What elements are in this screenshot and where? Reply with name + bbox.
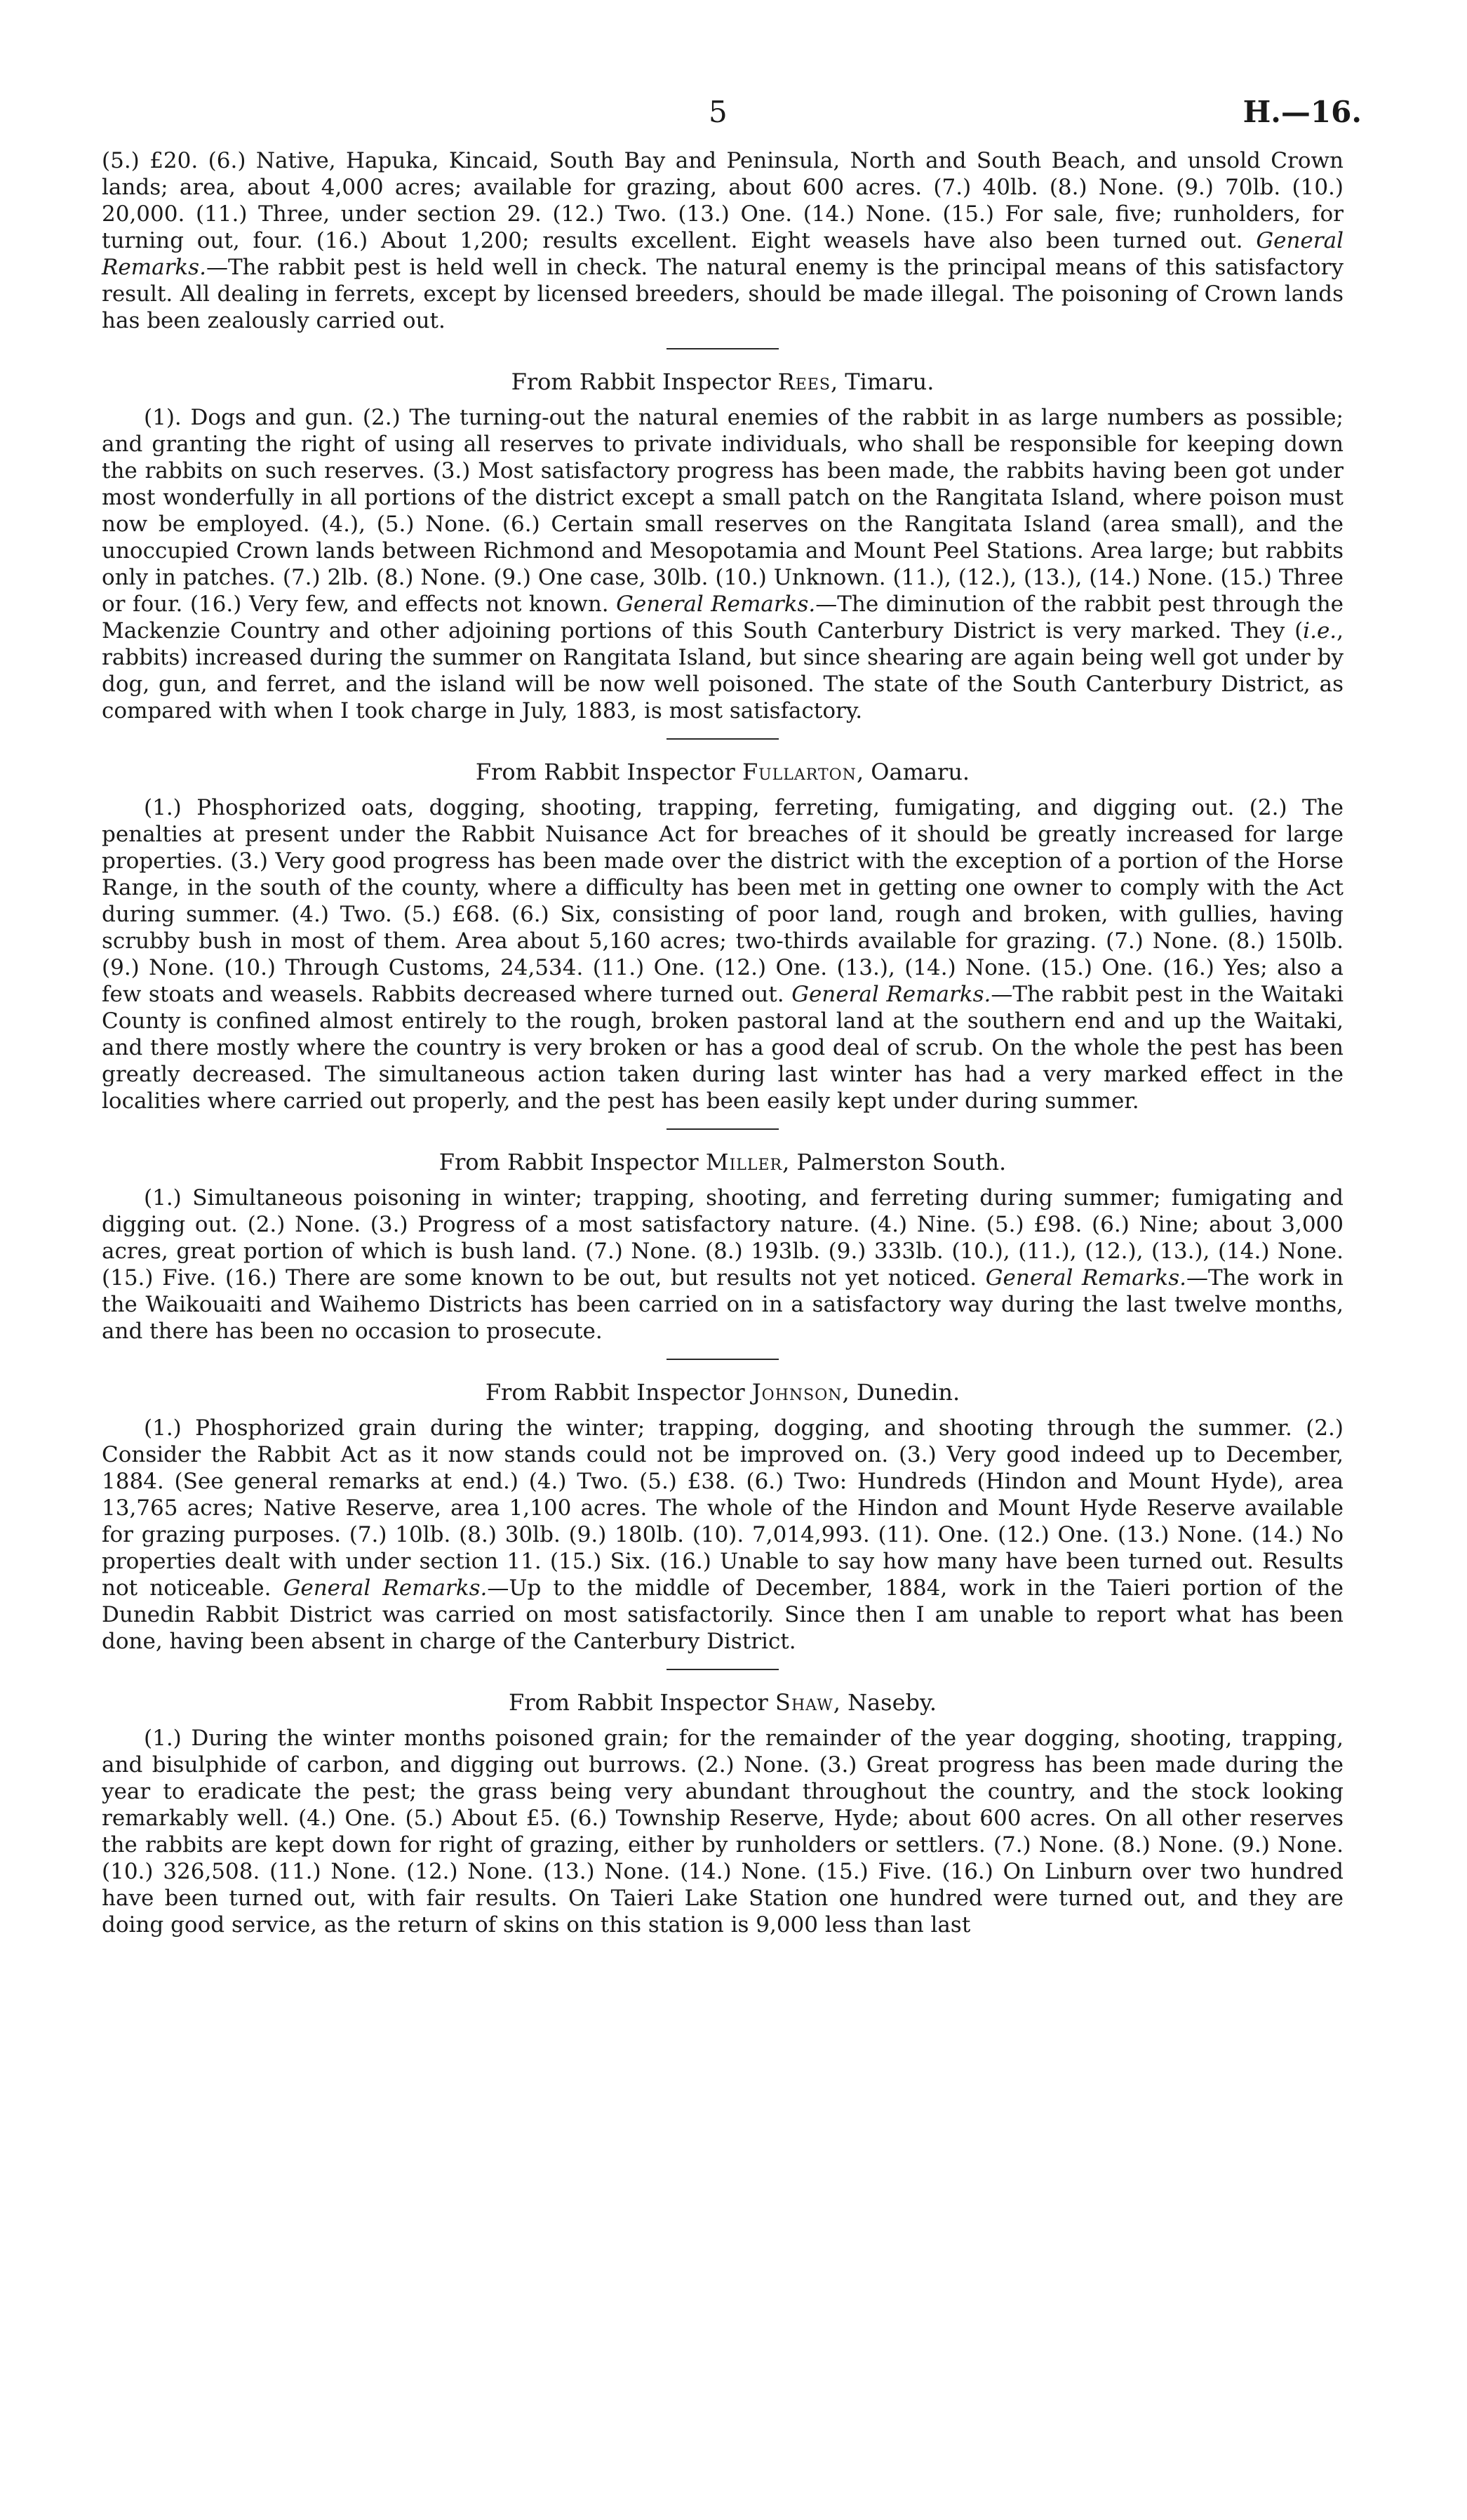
- heading-prefix: From Rabbit Inspector: [438, 1149, 706, 1175]
- paragraph-text: (1). Dogs and gun. (2.) The turning-out the natural enemies of the rabbit in as large numbers as possible; and granting the right of using all reserves to private individuals, who shall be responsible for keeping down the rabbits on such reserves. (3.) Most satisfactory progress has been made, the rabbits having been got under most wonderfully in all portions of the district except a small patch on the Rangitata Island, where poison must now be employed. (4.), (5.) None. (6.) Certain small reserves on the Rangitata Island (area small), and the unoccupied Crown lands between Richmond and Mesopotamia and Mount Peel Stations. Area large; but rabbits only in patches. (7.) 2lb. (8.) None. (9.) One case, 30lb. (10.) Unknown. (11.), (12.), (13.), (14.) None. (15.) Three or four. (16.) Very few, and effects not known.: [102, 405, 1344, 617]
- inspector-name: Johnson: [751, 1379, 843, 1406]
- page-reference: H.—16.: [1242, 95, 1362, 129]
- inspector-place: , Oamaru.: [856, 759, 970, 785]
- paragraph-text: (1.) Simultaneous poisoning in winter; trapping, shooting, and ferreting during summer; fumigating and digging out. (2.) None. (3.) Progress of a most satisfactory nature. (4.) Nine. (5.) £98. (6.) Nine; about 3,000 acres, great portion of which is bush land. (7.) None. (8.) 193lb. (9.) 333lb. (10.), (11.), (12.), (13.), (14.) None. (15.) Five. (16.) There are some known to be out, but results not yet noticed.: [102, 1185, 1344, 1291]
- general-remarks-label: General Remarks.: [616, 592, 816, 617]
- paragraph-text: (1.) During the winter months poisoned grain; for the remainder of the year dogging, shooting, trapping, and bisulphide of carbon, and digging out burrows. (2.) None. (3.) Great progress has been made during the year to eradicate the pest; the grass being very abundant throughout the country, and the stock looking remarkably well. (4.) One. (5.) About £5. (6.) Township Reserve, Hyde; about 600 acres. On all other reserves the rabbits are kept down for right of grazing, either by runholders or settlers. (7.) None. (8.) None. (9.) None. (10.) 326,508. (11.) None. (12.) None. (13.) None. (14.) None. (15.) Five. (16.) On Linburn over two hundred have been turned out, with fair results. On Taieri Lake Station one hundred were turned out, and they are doing good service, as the return of skins on this station is 9,000 less than last: [102, 1726, 1344, 1938]
- paragraph-text: —Up to the middle of December, 1884, work in the Taieri portion of the Dunedin Rabbit District was carried on most satisfactorily. Since then I am unable to report what has been done, having been absent in charge of the Canterbury District.: [102, 1575, 1344, 1654]
- inspector-name: Rees: [777, 368, 831, 395]
- body-paragraph: [102, 1415, 1344, 1655]
- heading-prefix: From Rabbit Inspector: [511, 368, 778, 395]
- inspector-place: , Dunedin.: [842, 1379, 960, 1406]
- section-divider: [666, 348, 779, 349]
- general-remarks-label: General Remarks.: [791, 982, 991, 1007]
- paragraph-text: —The rabbit pest in the Waitaki County is confined almost entirely to the rough, broken pastoral land at the southern end and up the Waitaki, and there mostly where the country is very broken or has a good deal of scrub. On the whole the pest has been greatly decreased. The simultaneous action taken during last winter has had a very marked effect in the localities where carried out properly, and the pest has been easily kept under during summer.: [102, 982, 1344, 1114]
- inspector-name: Shaw: [775, 1689, 833, 1716]
- paragraph-text: (1.) Phosphorized grain during the winter; trapping, dogging, and shooting through the summer. (2.) Consider the Rabbit Act as it now stands could not be improved on. (3.) Very good indeed up to December, 1884. (See general remarks at end.) (4.) Two. (5.) £38. (6.) Two: Hundreds (Hindon and Mount Hyde), area 13,765 acres; Native Reserve, area 1,100 acres. The whole of the Hindon and Mount Hyde Reserve available for grazing purposes. (7.) 10lb. (8.) 30lb. (9.) 180lb. (10). 7,014,993. (11). One. (12.) One. (13.) None. (14.) No properties dealt with under section 11. (15.) Six. (16.) Unable to say how many have been turned out. Results not noticeable.: [102, 1415, 1344, 1601]
- body-paragraph: [102, 794, 1344, 1114]
- general-remarks-label: General Remarks.: [985, 1265, 1186, 1291]
- general-remarks-label: General Remarks.: [102, 228, 1344, 280]
- general-remarks-label: General Remarks.: [283, 1575, 488, 1601]
- section-divider: [666, 738, 779, 740]
- report-section-johnson: [102, 1378, 1344, 1655]
- section-heading: [102, 1688, 1344, 1716]
- body-paragraph: [102, 404, 1344, 724]
- section-heading: [102, 1148, 1344, 1176]
- section-heading: [102, 368, 1344, 396]
- report-section-fullarton: [102, 758, 1344, 1114]
- page-number: 5: [709, 95, 728, 129]
- section-heading: [102, 1378, 1344, 1406]
- report-section-shaw: [102, 1688, 1344, 1938]
- inspector-place: , Timaru.: [830, 368, 935, 395]
- paragraph-text: —The work in the Waikouaiti and Waihemo Districts has been carried on in a satisfactory way during the last twelve months, and there has been no occasion to prosecute.: [102, 1265, 1344, 1344]
- paragraph-text: (5.) £20. (6.) Native, Hapuka, Kincaid, South Bay and Peninsula, North and South Beach, and unsold Crown lands; area, about 4,000 acres; available for grazing, about 600 acres. (7.) 40lb. (8.) None. (9.) 70lb. (10.) 20,000. (11.) Three, under section 29. (12.) Two. (13.) One. (14.) None. (15.) For sale, five; runholders, for turning out, four. (16.) About 1,200; results excellent. Eight weasels have also been turned out.: [102, 148, 1344, 253]
- page-content: [102, 147, 1344, 1938]
- section-divider: [666, 1128, 779, 1130]
- section-heading: [102, 758, 1344, 786]
- inspector-name: Miller: [705, 1149, 783, 1175]
- inspector-place: , Naseby.: [833, 1689, 937, 1716]
- inspector-place: , Palmerston South.: [782, 1149, 1007, 1175]
- inspector-name: Fullarton: [742, 759, 857, 785]
- body-paragraph: [102, 147, 1344, 334]
- heading-prefix: From Rabbit Inspector: [508, 1689, 776, 1716]
- heading-prefix: From Rabbit Inspector: [485, 1379, 752, 1406]
- paragraph-text: , rabbits) increased during the summer on Rangitata Island, but since shearing are again being well got under by dog, gun, and ferret, and the island will be now well poisoned. The state of the South Canterbury District, as compared with when I took charge in July, 1883, is most satisfactory.: [102, 618, 1344, 724]
- body-paragraph: [102, 1725, 1344, 1938]
- section-divider: [666, 1669, 779, 1670]
- body-paragraph: [102, 1185, 1344, 1345]
- report-section-rees: [102, 368, 1344, 724]
- paragraph-text: —The rabbit pest is held well in check. The natural enemy is the principal means of this satisfactory result. All dealing in ferrets, except by licensed breeders, should be made illegal. The poisoning of Crown lands has been zealously carried out.: [102, 255, 1344, 333]
- paragraph-text: (1.) Phosphorized oats, dogging, shooting, trapping, ferreting, fumigating, and digging out. (2.) The penalties at present under the Rabbit Nuisance Act for breaches of it should be greatly increased for large properties. (3.) Very good progress has been made over the district with the exception of a portion of the Horse Range, in the south of the county, where a difficulty has been met in getting one owner to comply with the Act during summer. (4.) Two. (5.) £68. (6.) Six, consisting of poor land, rough and broken, with gullies, having scrubby bush in most of them. Area about 5,160 acres; two-thirds available for grazing. (7.) None. (8.) 150lb. (9.) None. (10.) Through Customs, 24,534. (11.) One. (12.) One. (13.), (14.) None. (15.) One. (16.) Yes; also a few stoats and weasels. Rabbits decreased where turned out.: [102, 795, 1344, 1007]
- report-section-miller: [102, 1148, 1344, 1345]
- ie-abbreviation: i.e.: [1303, 618, 1337, 644]
- continuation-section: [102, 147, 1344, 334]
- heading-prefix: From Rabbit Inspector: [475, 759, 742, 785]
- section-divider: [666, 1359, 779, 1360]
- paragraph-text: —The diminution of the rabbit pest through the Mackenzie Country and other adjoining portions of this South Canterbury District is very marked. They (: [102, 592, 1344, 644]
